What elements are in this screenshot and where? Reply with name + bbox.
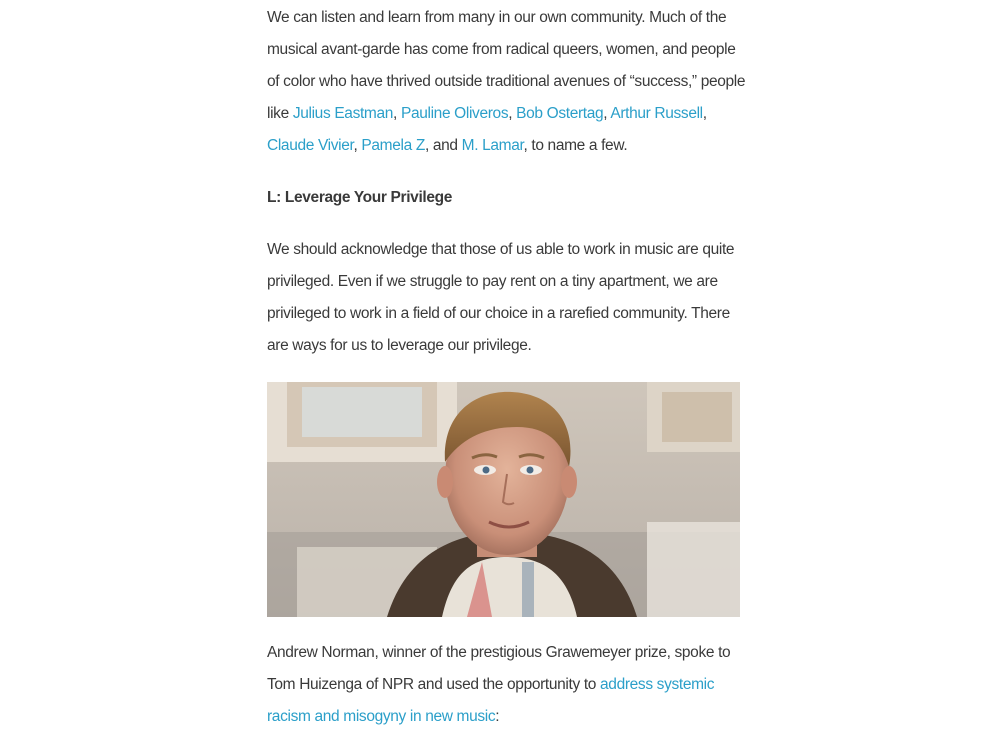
link-m-lamar[interactable]: M. Lamar (461, 137, 524, 154)
paragraph-privilege: We should acknowledge that those of us able to work in music are quite privileged. Even if we struggle to pay rent on a tiny apartment, we are privileged to work in a field of our choice in a rarefied community. There are ways for us to leverage our privilege. (267, 241, 735, 354)
link-arthur-russell[interactable]: Arthur Russell (610, 105, 703, 122)
section-heading: L: Leverage Your Privilege (267, 189, 453, 206)
link-bob-ostertag[interactable]: Bob Ostertag (516, 105, 604, 122)
paragraph-andrew-norman: Andrew Norman, winner of the prestigious Grawemeyer prize, spoke to Tom Huizenga of NPR and used the opportunity to address systemic racism and misogyny in new music: (267, 644, 731, 725)
link-pauline-oliveros[interactable]: Pauline Oliveros (400, 105, 509, 122)
link-systemic-racism[interactable]: address systemic racism and misogyny in new music (267, 676, 715, 725)
link-pamela-z[interactable]: Pamela Z (361, 137, 425, 154)
portrait-photo (267, 382, 740, 617)
article-body (267, 2, 747, 753)
paragraph-community: We can listen and learn from many in our own community. Much of the musical avant-garde has come from radical queers, women, and people of color who have thrived outside traditional avenues of “success,” people like Julius Eastman, Pauline Oliveros, Bob Ostertag, Arthur Russell, Claude Vivier, Pamela Z, and M. Lamar, to name a few. (267, 9, 746, 154)
paragraph-text: Andrew Norman, winner of the prestigious Grawemeyer prize, spoke to Tom Huizenga of NPR and used the opportunity to (267, 644, 731, 693)
link-julius-eastman[interactable]: Julius Eastman (292, 105, 394, 122)
link-claude-vivier[interactable]: Claude Vivier (267, 137, 354, 154)
portrait-image (267, 382, 740, 617)
paragraph-text: We can listen and learn from many in our own community. Much of the musical avant-garde has come from radical queers, women, and people of color who have thrived outside traditional avenues of “success,” people like (267, 9, 746, 122)
